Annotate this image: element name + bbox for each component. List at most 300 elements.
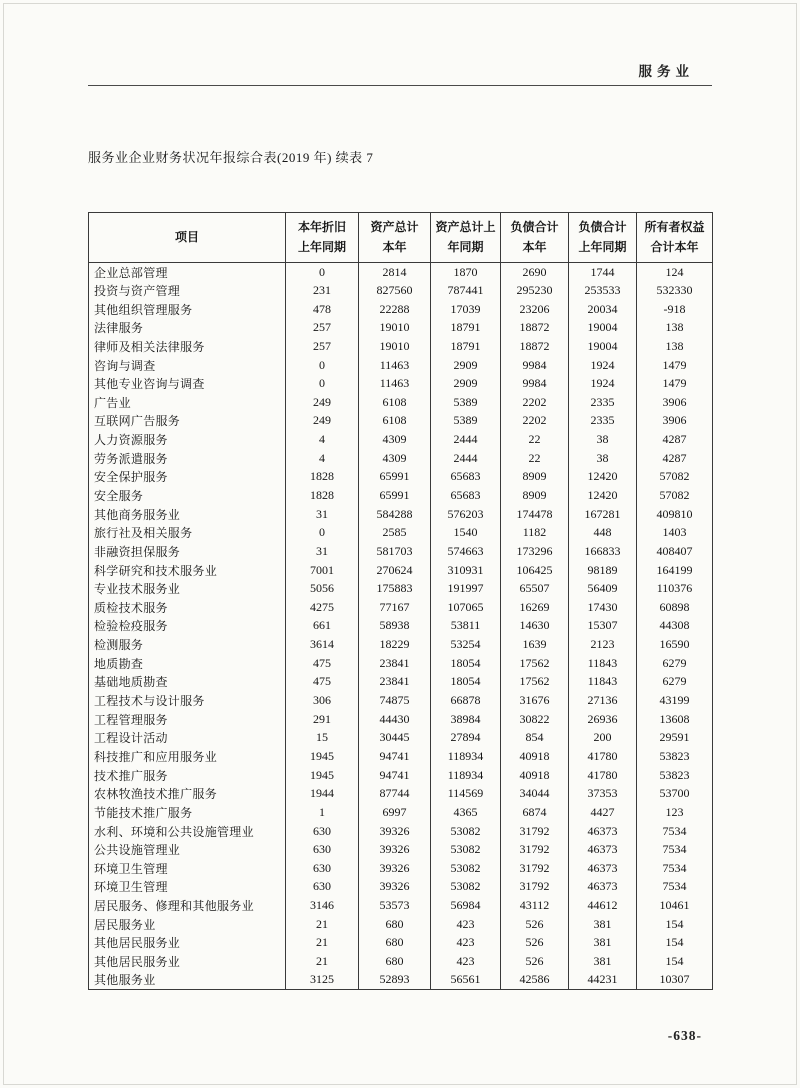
row-value: 16269 bbox=[501, 598, 569, 617]
row-value: 7534 bbox=[637, 822, 713, 841]
row-value: 854 bbox=[501, 729, 569, 748]
table-row bbox=[89, 598, 713, 617]
row-value: 381 bbox=[569, 915, 637, 934]
row-value: 18872 bbox=[501, 337, 569, 356]
row-value: 175883 bbox=[359, 579, 431, 598]
row-value: 58938 bbox=[359, 617, 431, 636]
row-value: 38984 bbox=[431, 710, 501, 729]
row-value: 40918 bbox=[501, 766, 569, 785]
table-row bbox=[89, 337, 713, 356]
table-row bbox=[89, 523, 713, 542]
row-item-label: 人力资源服务 bbox=[89, 430, 286, 449]
row-value: 423 bbox=[431, 915, 501, 934]
row-item-label: 检验检疫服务 bbox=[89, 617, 286, 636]
row-value: 40918 bbox=[501, 747, 569, 766]
row-value: 23206 bbox=[501, 300, 569, 319]
page-number: -638- bbox=[667, 1028, 702, 1043]
table-row bbox=[89, 673, 713, 692]
column-header: 项目 bbox=[89, 213, 286, 263]
row-value: 30445 bbox=[359, 729, 431, 748]
row-item-label: 律师及相关法律服务 bbox=[89, 337, 286, 356]
row-value: 4 bbox=[286, 449, 359, 468]
row-value: 381 bbox=[569, 934, 637, 953]
row-value: 98189 bbox=[569, 561, 637, 580]
row-value: 1945 bbox=[286, 747, 359, 766]
row-value: 53573 bbox=[359, 896, 431, 915]
row-value: 23841 bbox=[359, 654, 431, 673]
row-value: 1744 bbox=[569, 263, 637, 282]
table-row bbox=[89, 561, 713, 580]
row-value: 6874 bbox=[501, 803, 569, 822]
row-value: 19010 bbox=[359, 337, 431, 356]
row-value: 2335 bbox=[569, 412, 637, 431]
row-value: 57082 bbox=[637, 486, 713, 505]
row-value: 44308 bbox=[637, 617, 713, 636]
row-value: 13608 bbox=[637, 710, 713, 729]
table-row bbox=[89, 729, 713, 748]
row-value: 423 bbox=[431, 934, 501, 953]
row-item-label: 地质勘查 bbox=[89, 654, 286, 673]
row-item-label: 广告业 bbox=[89, 393, 286, 412]
row-value: 231 bbox=[286, 281, 359, 300]
row-value: 94741 bbox=[359, 747, 431, 766]
row-value: 5389 bbox=[431, 393, 501, 412]
row-item-label: 公共设施管理业 bbox=[89, 840, 286, 859]
table-row bbox=[89, 393, 713, 412]
table-row bbox=[89, 356, 713, 375]
row-value: -918 bbox=[637, 300, 713, 319]
row-value: 31792 bbox=[501, 822, 569, 841]
row-value: 53082 bbox=[431, 822, 501, 841]
row-value: 6279 bbox=[637, 673, 713, 692]
row-value: 1479 bbox=[637, 356, 713, 375]
row-item-label: 环境卫生管理 bbox=[89, 878, 286, 897]
row-value: 18054 bbox=[431, 654, 501, 673]
table-row bbox=[89, 374, 713, 393]
row-value: 2202 bbox=[501, 412, 569, 431]
row-value: 154 bbox=[637, 915, 713, 934]
row-value: 2690 bbox=[501, 263, 569, 282]
row-item-label: 其他居民服务业 bbox=[89, 934, 286, 953]
row-value: 30822 bbox=[501, 710, 569, 729]
header-rule bbox=[88, 85, 712, 86]
row-value: 53811 bbox=[431, 617, 501, 636]
row-value: 0 bbox=[286, 263, 359, 282]
row-value: 0 bbox=[286, 374, 359, 393]
row-value: 574663 bbox=[431, 542, 501, 561]
row-value: 56409 bbox=[569, 579, 637, 598]
row-value: 6279 bbox=[637, 654, 713, 673]
row-value: 39326 bbox=[359, 840, 431, 859]
row-value: 18872 bbox=[501, 318, 569, 337]
row-value: 18054 bbox=[431, 673, 501, 692]
row-item-label: 安全服务 bbox=[89, 486, 286, 505]
row-value: 11463 bbox=[359, 356, 431, 375]
financial-table bbox=[88, 212, 713, 990]
row-value: 46373 bbox=[569, 840, 637, 859]
row-value: 87744 bbox=[359, 784, 431, 803]
row-value: 7534 bbox=[637, 840, 713, 859]
row-item-label: 企业总部管理 bbox=[89, 263, 286, 282]
row-value: 7534 bbox=[637, 878, 713, 897]
row-value: 1870 bbox=[431, 263, 501, 282]
table-row bbox=[89, 952, 713, 971]
column-header: 负债合计 本年 bbox=[501, 213, 569, 263]
table-row bbox=[89, 654, 713, 673]
row-item-label: 其他商务服务业 bbox=[89, 505, 286, 524]
row-value: 18791 bbox=[431, 337, 501, 356]
column-header: 资产总计上 年同期 bbox=[431, 213, 501, 263]
row-value: 37353 bbox=[569, 784, 637, 803]
row-value: 526 bbox=[501, 934, 569, 953]
row-value: 114569 bbox=[431, 784, 501, 803]
row-value: 3146 bbox=[286, 896, 359, 915]
row-value: 1540 bbox=[431, 523, 501, 542]
table-row bbox=[89, 468, 713, 487]
row-value: 22 bbox=[501, 430, 569, 449]
row-value: 46373 bbox=[569, 822, 637, 841]
row-item-label: 科学研究和技术服务业 bbox=[89, 561, 286, 580]
row-value: 42586 bbox=[501, 971, 569, 990]
row-value: 532330 bbox=[637, 281, 713, 300]
row-value: 2444 bbox=[431, 449, 501, 468]
row-value: 46373 bbox=[569, 859, 637, 878]
table-row bbox=[89, 449, 713, 468]
table-row bbox=[89, 896, 713, 915]
row-value: 310931 bbox=[431, 561, 501, 580]
row-value: 17562 bbox=[501, 654, 569, 673]
row-value: 4287 bbox=[637, 449, 713, 468]
table-header-row bbox=[89, 213, 713, 263]
row-value: 166833 bbox=[569, 542, 637, 561]
row-value: 475 bbox=[286, 654, 359, 673]
row-value: 2202 bbox=[501, 393, 569, 412]
table-row bbox=[89, 281, 713, 300]
row-value: 17039 bbox=[431, 300, 501, 319]
row-value: 21 bbox=[286, 952, 359, 971]
row-value: 20034 bbox=[569, 300, 637, 319]
table-row bbox=[89, 971, 713, 990]
row-value: 19004 bbox=[569, 337, 637, 356]
row-value: 630 bbox=[286, 859, 359, 878]
table-row bbox=[89, 859, 713, 878]
row-item-label: 基础地质勘查 bbox=[89, 673, 286, 692]
row-value: 4309 bbox=[359, 449, 431, 468]
row-value: 77167 bbox=[359, 598, 431, 617]
row-value: 8909 bbox=[501, 486, 569, 505]
row-item-label: 工程设计活动 bbox=[89, 729, 286, 748]
row-value: 57082 bbox=[637, 468, 713, 487]
table-row bbox=[89, 542, 713, 561]
row-value: 3906 bbox=[637, 412, 713, 431]
row-value: 41780 bbox=[569, 747, 637, 766]
row-value: 53082 bbox=[431, 878, 501, 897]
row-value: 31 bbox=[286, 505, 359, 524]
row-value: 65683 bbox=[431, 468, 501, 487]
row-value: 53082 bbox=[431, 840, 501, 859]
row-value: 306 bbox=[286, 691, 359, 710]
row-item-label: 检测服务 bbox=[89, 635, 286, 654]
row-value: 581703 bbox=[359, 542, 431, 561]
row-value: 1944 bbox=[286, 784, 359, 803]
row-value: 4 bbox=[286, 430, 359, 449]
row-value: 23841 bbox=[359, 673, 431, 692]
row-value: 44430 bbox=[359, 710, 431, 729]
row-value: 680 bbox=[359, 952, 431, 971]
row-item-label: 投资与资产管理 bbox=[89, 281, 286, 300]
row-value: 295230 bbox=[501, 281, 569, 300]
table-row bbox=[89, 318, 713, 337]
row-value: 478 bbox=[286, 300, 359, 319]
column-header: 本年折旧 上年同期 bbox=[286, 213, 359, 263]
row-value: 249 bbox=[286, 393, 359, 412]
row-value: 3614 bbox=[286, 635, 359, 654]
table-row bbox=[89, 747, 713, 766]
row-value: 8909 bbox=[501, 468, 569, 487]
row-value: 52893 bbox=[359, 971, 431, 990]
row-value: 11463 bbox=[359, 374, 431, 393]
row-item-label: 非融资担保服务 bbox=[89, 542, 286, 561]
row-value: 5389 bbox=[431, 412, 501, 431]
row-value: 4309 bbox=[359, 430, 431, 449]
row-value: 526 bbox=[501, 915, 569, 934]
row-value: 44612 bbox=[569, 896, 637, 915]
row-value: 5056 bbox=[286, 579, 359, 598]
row-value: 14630 bbox=[501, 617, 569, 636]
table-row bbox=[89, 878, 713, 897]
row-item-label: 其他组织管理服务 bbox=[89, 300, 286, 319]
row-value: 164199 bbox=[637, 561, 713, 580]
row-value: 827560 bbox=[359, 281, 431, 300]
row-value: 12420 bbox=[569, 486, 637, 505]
row-value: 18229 bbox=[359, 635, 431, 654]
row-value: 1945 bbox=[286, 766, 359, 785]
row-value: 22288 bbox=[359, 300, 431, 319]
row-value: 680 bbox=[359, 915, 431, 934]
row-value: 6108 bbox=[359, 412, 431, 431]
table-row bbox=[89, 691, 713, 710]
row-value: 270624 bbox=[359, 561, 431, 580]
row-item-label: 水利、环境和公共设施管理业 bbox=[89, 822, 286, 841]
row-value: 110376 bbox=[637, 579, 713, 598]
row-value: 53700 bbox=[637, 784, 713, 803]
row-value: 43112 bbox=[501, 896, 569, 915]
row-value: 448 bbox=[569, 523, 637, 542]
row-value: 31792 bbox=[501, 859, 569, 878]
row-item-label: 农林牧渔技术推广服务 bbox=[89, 784, 286, 803]
row-item-label: 科技推广和应用服务业 bbox=[89, 747, 286, 766]
row-item-label: 节能技术推广服务 bbox=[89, 803, 286, 822]
row-item-label: 工程管理服务 bbox=[89, 710, 286, 729]
row-value: 17430 bbox=[569, 598, 637, 617]
table-row bbox=[89, 766, 713, 785]
table-row bbox=[89, 412, 713, 431]
row-value: 46373 bbox=[569, 878, 637, 897]
row-value: 44231 bbox=[569, 971, 637, 990]
row-value: 65683 bbox=[431, 486, 501, 505]
column-header: 所有者权益 合计本年 bbox=[637, 213, 713, 263]
row-value: 409810 bbox=[637, 505, 713, 524]
row-value: 1639 bbox=[501, 635, 569, 654]
row-value: 41780 bbox=[569, 766, 637, 785]
table-row bbox=[89, 617, 713, 636]
row-value: 0 bbox=[286, 523, 359, 542]
row-item-label: 专业技术服务业 bbox=[89, 579, 286, 598]
row-value: 291 bbox=[286, 710, 359, 729]
row-value: 630 bbox=[286, 822, 359, 841]
table-row bbox=[89, 579, 713, 598]
row-value: 31792 bbox=[501, 840, 569, 859]
row-value: 53082 bbox=[431, 859, 501, 878]
row-value: 1828 bbox=[286, 486, 359, 505]
table-row bbox=[89, 263, 713, 282]
row-item-label: 咨询与调查 bbox=[89, 356, 286, 375]
row-value: 15 bbox=[286, 729, 359, 748]
row-value: 787441 bbox=[431, 281, 501, 300]
row-value: 253533 bbox=[569, 281, 637, 300]
row-value: 1182 bbox=[501, 523, 569, 542]
row-value: 173296 bbox=[501, 542, 569, 561]
row-value: 53254 bbox=[431, 635, 501, 654]
row-value: 381 bbox=[569, 952, 637, 971]
row-value: 630 bbox=[286, 840, 359, 859]
row-value: 26936 bbox=[569, 710, 637, 729]
row-value: 167281 bbox=[569, 505, 637, 524]
row-item-label: 质检技术服务 bbox=[89, 598, 286, 617]
table-row bbox=[89, 300, 713, 319]
row-value: 7001 bbox=[286, 561, 359, 580]
row-item-label: 其他服务业 bbox=[89, 971, 286, 990]
row-value: 10307 bbox=[637, 971, 713, 990]
table-row bbox=[89, 803, 713, 822]
row-value: 2909 bbox=[431, 356, 501, 375]
row-value: 56984 bbox=[431, 896, 501, 915]
row-value: 11843 bbox=[569, 673, 637, 692]
row-value: 65507 bbox=[501, 579, 569, 598]
table-row bbox=[89, 486, 713, 505]
row-value: 12420 bbox=[569, 468, 637, 487]
row-value: 408407 bbox=[637, 542, 713, 561]
row-value: 31676 bbox=[501, 691, 569, 710]
row-value: 138 bbox=[637, 318, 713, 337]
row-value: 0 bbox=[286, 356, 359, 375]
row-value: 21 bbox=[286, 934, 359, 953]
table-row bbox=[89, 430, 713, 449]
row-value: 18791 bbox=[431, 318, 501, 337]
row-value: 526 bbox=[501, 952, 569, 971]
row-item-label: 居民服务业 bbox=[89, 915, 286, 934]
row-item-label: 技术推广服务 bbox=[89, 766, 286, 785]
row-value: 2335 bbox=[569, 393, 637, 412]
row-value: 1924 bbox=[569, 356, 637, 375]
row-value: 39326 bbox=[359, 878, 431, 897]
row-item-label: 居民服务、修理和其他服务业 bbox=[89, 896, 286, 915]
row-value: 106425 bbox=[501, 561, 569, 580]
row-value: 1924 bbox=[569, 374, 637, 393]
table-row bbox=[89, 934, 713, 953]
row-value: 31792 bbox=[501, 878, 569, 897]
table-row bbox=[89, 822, 713, 841]
row-value: 53823 bbox=[637, 747, 713, 766]
column-header: 负债合计 上年同期 bbox=[569, 213, 637, 263]
table-row bbox=[89, 710, 713, 729]
row-item-label: 安全保护服务 bbox=[89, 468, 286, 487]
table-row bbox=[89, 915, 713, 934]
row-value: 257 bbox=[286, 318, 359, 337]
row-value: 38 bbox=[569, 430, 637, 449]
row-value: 60898 bbox=[637, 598, 713, 617]
row-value: 6997 bbox=[359, 803, 431, 822]
row-value: 1403 bbox=[637, 523, 713, 542]
row-value: 154 bbox=[637, 934, 713, 953]
row-value: 39326 bbox=[359, 859, 431, 878]
row-value: 38 bbox=[569, 449, 637, 468]
row-value: 680 bbox=[359, 934, 431, 953]
row-value: 65991 bbox=[359, 468, 431, 487]
column-header: 资产总计 本年 bbox=[359, 213, 431, 263]
row-value: 123 bbox=[637, 803, 713, 822]
row-value: 7534 bbox=[637, 859, 713, 878]
row-value: 576203 bbox=[431, 505, 501, 524]
row-value: 3906 bbox=[637, 393, 713, 412]
row-value: 2814 bbox=[359, 263, 431, 282]
row-value: 191997 bbox=[431, 579, 501, 598]
row-value: 10461 bbox=[637, 896, 713, 915]
row-value: 16590 bbox=[637, 635, 713, 654]
table-row bbox=[89, 784, 713, 803]
row-item-label: 互联网广告服务 bbox=[89, 412, 286, 431]
row-item-label: 其他居民服务业 bbox=[89, 952, 286, 971]
row-value: 200 bbox=[569, 729, 637, 748]
row-value: 19004 bbox=[569, 318, 637, 337]
row-value: 257 bbox=[286, 337, 359, 356]
row-value: 6108 bbox=[359, 393, 431, 412]
row-item-label: 旅行社及相关服务 bbox=[89, 523, 286, 542]
row-value: 66878 bbox=[431, 691, 501, 710]
row-value: 1 bbox=[286, 803, 359, 822]
table-row bbox=[89, 505, 713, 524]
row-value: 107065 bbox=[431, 598, 501, 617]
row-value: 34044 bbox=[501, 784, 569, 803]
row-value: 9984 bbox=[501, 374, 569, 393]
row-value: 9984 bbox=[501, 356, 569, 375]
row-value: 584288 bbox=[359, 505, 431, 524]
row-value: 22 bbox=[501, 449, 569, 468]
row-value: 661 bbox=[286, 617, 359, 636]
row-value: 15307 bbox=[569, 617, 637, 636]
row-item-label: 劳务派遣服务 bbox=[89, 449, 286, 468]
row-value: 74875 bbox=[359, 691, 431, 710]
row-value: 65991 bbox=[359, 486, 431, 505]
row-value: 475 bbox=[286, 673, 359, 692]
table-row bbox=[89, 635, 713, 654]
row-value: 2123 bbox=[569, 635, 637, 654]
row-value: 138 bbox=[637, 337, 713, 356]
row-value: 118934 bbox=[431, 747, 501, 766]
row-value: 1479 bbox=[637, 374, 713, 393]
row-value: 118934 bbox=[431, 766, 501, 785]
row-value: 94741 bbox=[359, 766, 431, 785]
row-value: 2444 bbox=[431, 430, 501, 449]
row-value: 4365 bbox=[431, 803, 501, 822]
row-value: 2585 bbox=[359, 523, 431, 542]
row-value: 4287 bbox=[637, 430, 713, 449]
row-value: 39326 bbox=[359, 822, 431, 841]
row-value: 29591 bbox=[637, 729, 713, 748]
row-value: 31 bbox=[286, 542, 359, 561]
row-value: 19010 bbox=[359, 318, 431, 337]
row-value: 3125 bbox=[286, 971, 359, 990]
